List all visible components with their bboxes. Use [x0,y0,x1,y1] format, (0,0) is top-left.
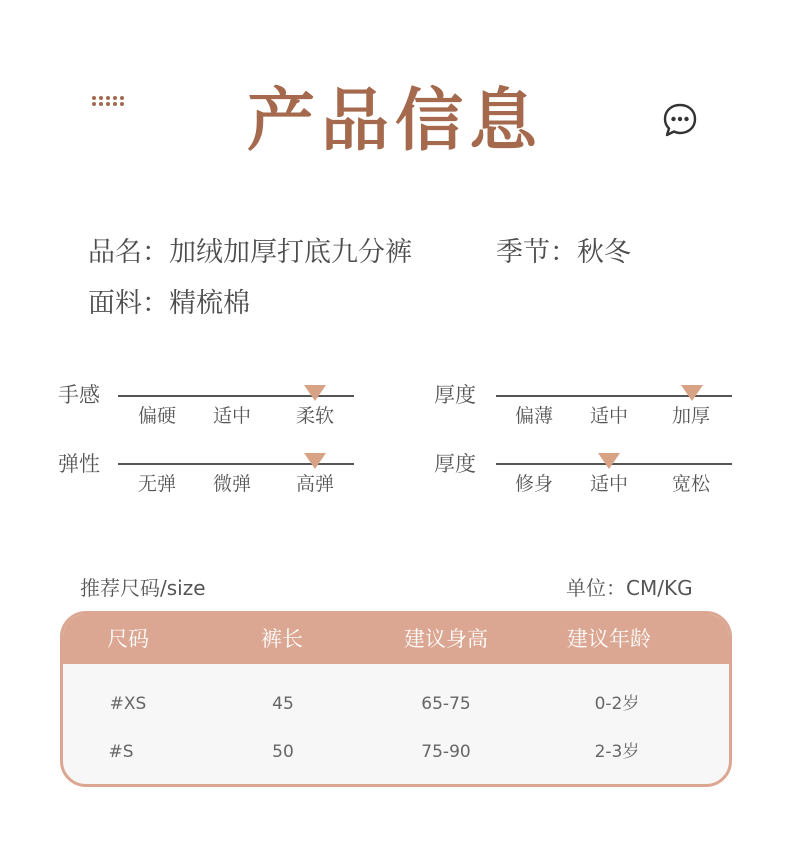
header-height: 建议身高 [404,627,488,651]
scale-option: 偏薄 [514,405,553,427]
scale-option: 高弹 [295,473,334,495]
scale-option: 偏硬 [137,405,176,427]
scale-marker [304,385,326,401]
scale-marker [598,453,620,469]
cell-length: 45 [272,694,294,714]
scale-marker [681,385,703,401]
size-table [60,611,732,787]
scale-label: 厚度 [434,452,476,476]
season-row [496,236,631,270]
size-caption: 推荐尺码/size [80,576,206,600]
scale-option: 适中 [212,405,251,427]
product-name-value: 加绒加厚打底九分裤 [169,237,412,268]
scale-option: 适中 [589,405,628,427]
scale-option: 适中 [589,473,628,495]
scale-option: 修身 [514,473,553,495]
table-header [63,614,729,664]
cell-age: 0-2岁 [594,694,640,714]
scale-label: 手感 [58,383,100,407]
scale-option: 无弹 [137,473,176,495]
scale-option: 宽松 [671,473,710,495]
unit-label: 单位：CM/KG [566,576,693,600]
cell-age: 2-3岁 [594,742,640,762]
scale-label: 厚度 [434,383,476,407]
cell-size: #XS [109,694,147,714]
header-size: 尺码 [107,627,149,651]
scale-marker [304,453,326,469]
scale-option: 加厚 [671,405,710,427]
fabric-row [88,287,250,321]
season-label: 季节： [496,237,577,268]
fabric-value: 精梳棉 [169,288,250,319]
cell-length: 50 [272,742,294,762]
chat-bubble-icon [662,102,698,138]
scale-label: 弹性 [58,452,100,476]
product-name-label: 品名： [88,237,169,268]
season-value: 秋冬 [577,237,631,268]
fabric-label: 面料： [88,288,169,319]
cell-height: 65-75 [421,694,471,714]
scale-option: 微弹 [212,473,251,495]
scale-option: 柔软 [295,405,334,427]
header-length: 裤长 [261,627,303,651]
cell-height: 75-90 [421,742,471,762]
product-name-row [88,236,412,270]
page-title: 产品信息 [246,82,543,161]
cell-size: #S [108,742,134,762]
header-age: 建议年龄 [567,627,651,651]
